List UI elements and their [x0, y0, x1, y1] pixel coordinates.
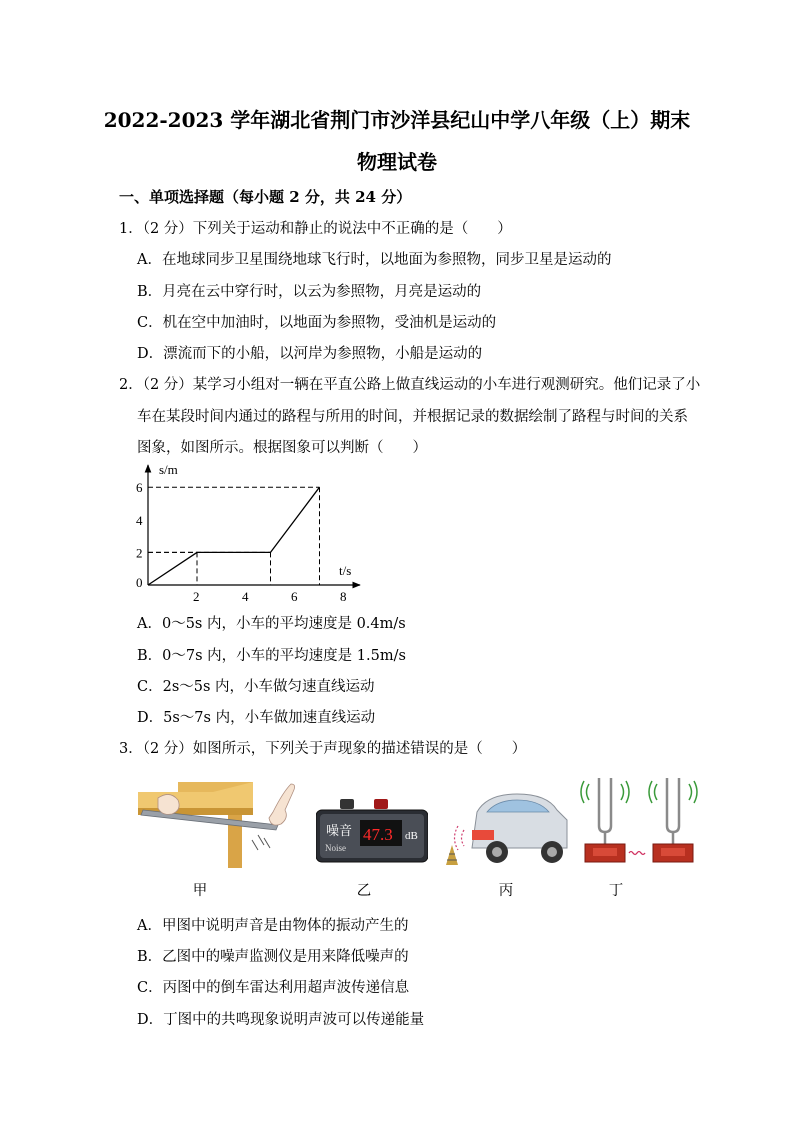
- question-3-stem: 3．（2 分）如图所示，下列关于声现象的描述错误的是（ ）: [119, 741, 527, 757]
- section-heading: 一、单项选择题（每小题 2 分，共 24 分）: [119, 188, 412, 206]
- caption-ding: 丁: [608, 883, 624, 899]
- x-tick-label-2: 2: [193, 589, 200, 604]
- caption-bing: 丙: [498, 883, 514, 899]
- x-tick-label-4: 4: [242, 589, 249, 604]
- meter-unit: dB: [405, 830, 418, 842]
- figure-yi-noise-meter: [316, 795, 428, 865]
- y-tick-label-2: 2: [136, 545, 143, 561]
- q1-option-c: C．机在空中加油时，以地面为参照物，受油机是运动的: [137, 315, 497, 331]
- q3-option-c: C．丙图中的倒车雷达利用超声波传递信息: [137, 980, 410, 996]
- figure-ding-tuning-forks: [575, 772, 705, 872]
- question-1-stem: 1．（2 分）下列关于运动和静止的说法中不正确的是（ ）: [119, 221, 512, 237]
- y-axis-label: s/m: [159, 462, 178, 477]
- y-tick-label-0: 0: [136, 575, 143, 590]
- q1-option-a: A．在地球同步卫星围绕地球飞行时，以地面为参照物，同步卫星是运动的: [137, 252, 612, 268]
- caption-jia: 甲: [192, 883, 208, 899]
- question-2-stem-line3: 图象，如图所示。根据图象可以判断（ ）: [137, 440, 427, 456]
- y-tick-label-4: 4: [136, 512, 143, 528]
- meter-label-en: Noise: [325, 843, 346, 853]
- q2-option-d: D．5s～7s 内，小车做加速直线运动: [137, 710, 376, 726]
- q2-option-b: B．0～7s 内，小车的平均速度是 1.5m/s: [137, 648, 406, 664]
- q3-option-b: B．乙图中的噪声监测仪是用来降低噪声的: [137, 949, 409, 965]
- q2-option-a: A．0～5s 内，小车的平均速度是 0.4m/s: [137, 616, 406, 632]
- figure-jia-ruler-table: [138, 780, 308, 870]
- question-2-stem-line1: 2．（2 分）某学习小组对一辆在平直公路上做直线运动的小车进行观测研究。他们记录了小: [119, 377, 701, 393]
- q3-option-d: D．丁图中的共鸣现象说明声波可以传递能量: [137, 1012, 425, 1028]
- figure-bing-car-radar: [442, 790, 572, 870]
- meter-label-cn: 噪音: [326, 823, 353, 838]
- caption-yi: 乙: [356, 883, 372, 899]
- q3-option-a: A．甲图中说明声音是由物体的振动产生的: [137, 918, 409, 934]
- series-line: [148, 487, 320, 585]
- st-chart: [135, 460, 365, 610]
- page-title-line2: 物理试卷: [357, 150, 437, 174]
- q1-option-b: B．月亮在云中穿行时，以云为参照物，月亮是运动的: [137, 284, 482, 300]
- x-tick-label-8: 8: [340, 589, 347, 604]
- q1-option-d: D．漂流而下的小船，以河岸为参照物，小船是运动的: [137, 346, 483, 362]
- page-title: 2022-2023 学年湖北省荆门市沙洋县纪山中学八年级（上）期末: [103, 108, 691, 132]
- y-tick-label-6: 6: [136, 480, 143, 496]
- x-axis-label: t/s: [339, 563, 352, 578]
- question-2-stem-line2: 车在某段时间内通过的路程与所用的时间，并根据记录的数据绘制了路程与时间的关系: [137, 409, 688, 425]
- q2-option-c: C．2s～5s 内，小车做匀速直线运动: [137, 679, 375, 695]
- x-tick-label-6: 6: [291, 589, 298, 604]
- meter-reading: 47.3: [363, 825, 393, 844]
